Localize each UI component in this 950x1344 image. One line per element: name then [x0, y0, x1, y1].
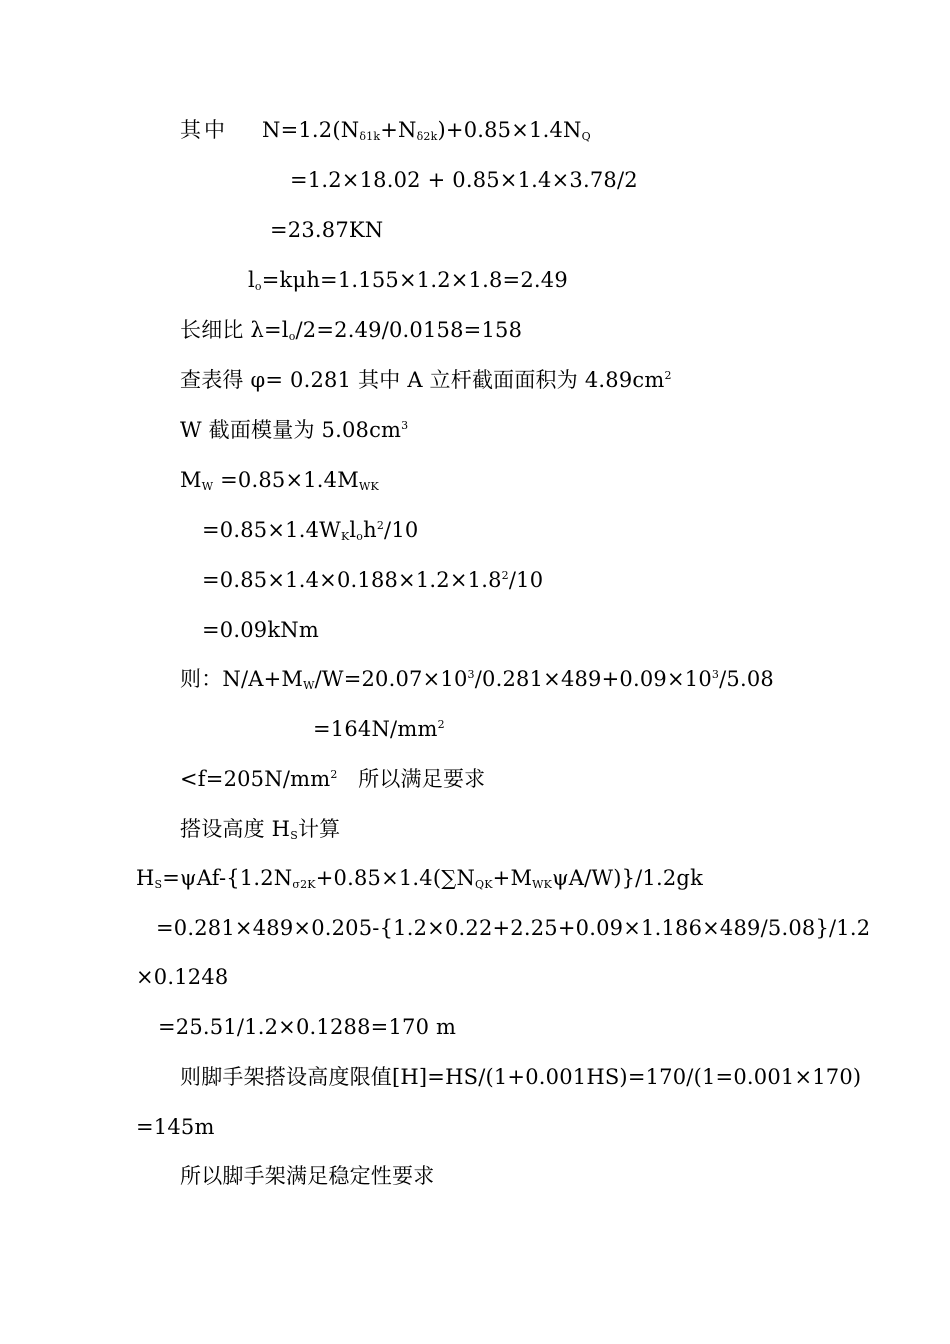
requirement-satisfied-line: $<f=205N/mm^2$ 所以满足要求 — [180, 767, 486, 791]
formula-line-n: 其中 $N=1.2(N_{\delta 1k}+N_{\delta 2k})+0.85\times 1.4N_Q$ — [180, 118, 591, 143]
formula-line-n-result: =23.87KN — [270, 218, 384, 242]
stress-check-line: 则：$N/A+M_W/W=20.07\times 10^3/0.281\times 489+0.09\times 10^3/5.08$ — [180, 667, 774, 692]
conclusion-line: 所以脚手架满足稳定性要求 — [180, 1164, 435, 1188]
stress-result-line: $=164N/mm^2$ — [313, 717, 445, 741]
formula-line-n-values: =1.2×18.02 + 0.85×1.4×3.78/2 — [290, 168, 638, 192]
table-lookup-line: 查表得 φ= 0.281 其中 A 立杆截面面积为 $4.89cm^2$ — [180, 368, 672, 392]
height-calc-heading: 搭设高度 $H_S$计算 — [180, 817, 341, 842]
section-modulus-line: W 截面模量为 $5.08cm^3$ — [180, 418, 409, 442]
formula-line-hs: $H_S=\psi Af-\{1.2N_{\sigma 2K}+0.85\times 1.4(\sum N_{QK}+M_{WK}\psi A/W)\}/1.2gk$ — [136, 866, 703, 891]
slenderness-line: 长细比 $\lambda=l_o/2=2.49/0.0158=158$ — [180, 318, 523, 343]
formula-line-mw: $M_W =0.85\times 1.4M_{WK}$ — [180, 468, 379, 493]
height-limit-result: =145m — [136, 1115, 215, 1139]
formula-line-hs-values: =0.281×489×0.205-{1.2×0.22+2.25+0.09×1.186×489/5.08}/1.2 — [156, 916, 871, 940]
formula-line-hs-result: =25.51/1.2×0.1288=170 m — [158, 1015, 457, 1039]
formula-line-mw-result: =0.09kNm — [202, 618, 319, 642]
height-limit-line: 则脚手架搭设高度限值[H]=HS/(1+0.001HS)=170/(1=0.001×170) — [180, 1065, 862, 1089]
formula-line-mw-expand: $=0.85\times 1.4W_Kl_oh^2/10$ — [202, 518, 419, 543]
formula-line-mw-values: $=0.85\times 1.4\times 0.188\times 1.2\times 1.8^2/10$ — [202, 568, 544, 592]
label-qizhong: 其中 — [180, 118, 228, 142]
formula-line-hs-values-cont: ×0.1248 — [136, 965, 229, 989]
formula-line-lo: $l_o=k\mu h=1.155\times 1.2\times 1.8=2.49$ — [248, 268, 568, 293]
